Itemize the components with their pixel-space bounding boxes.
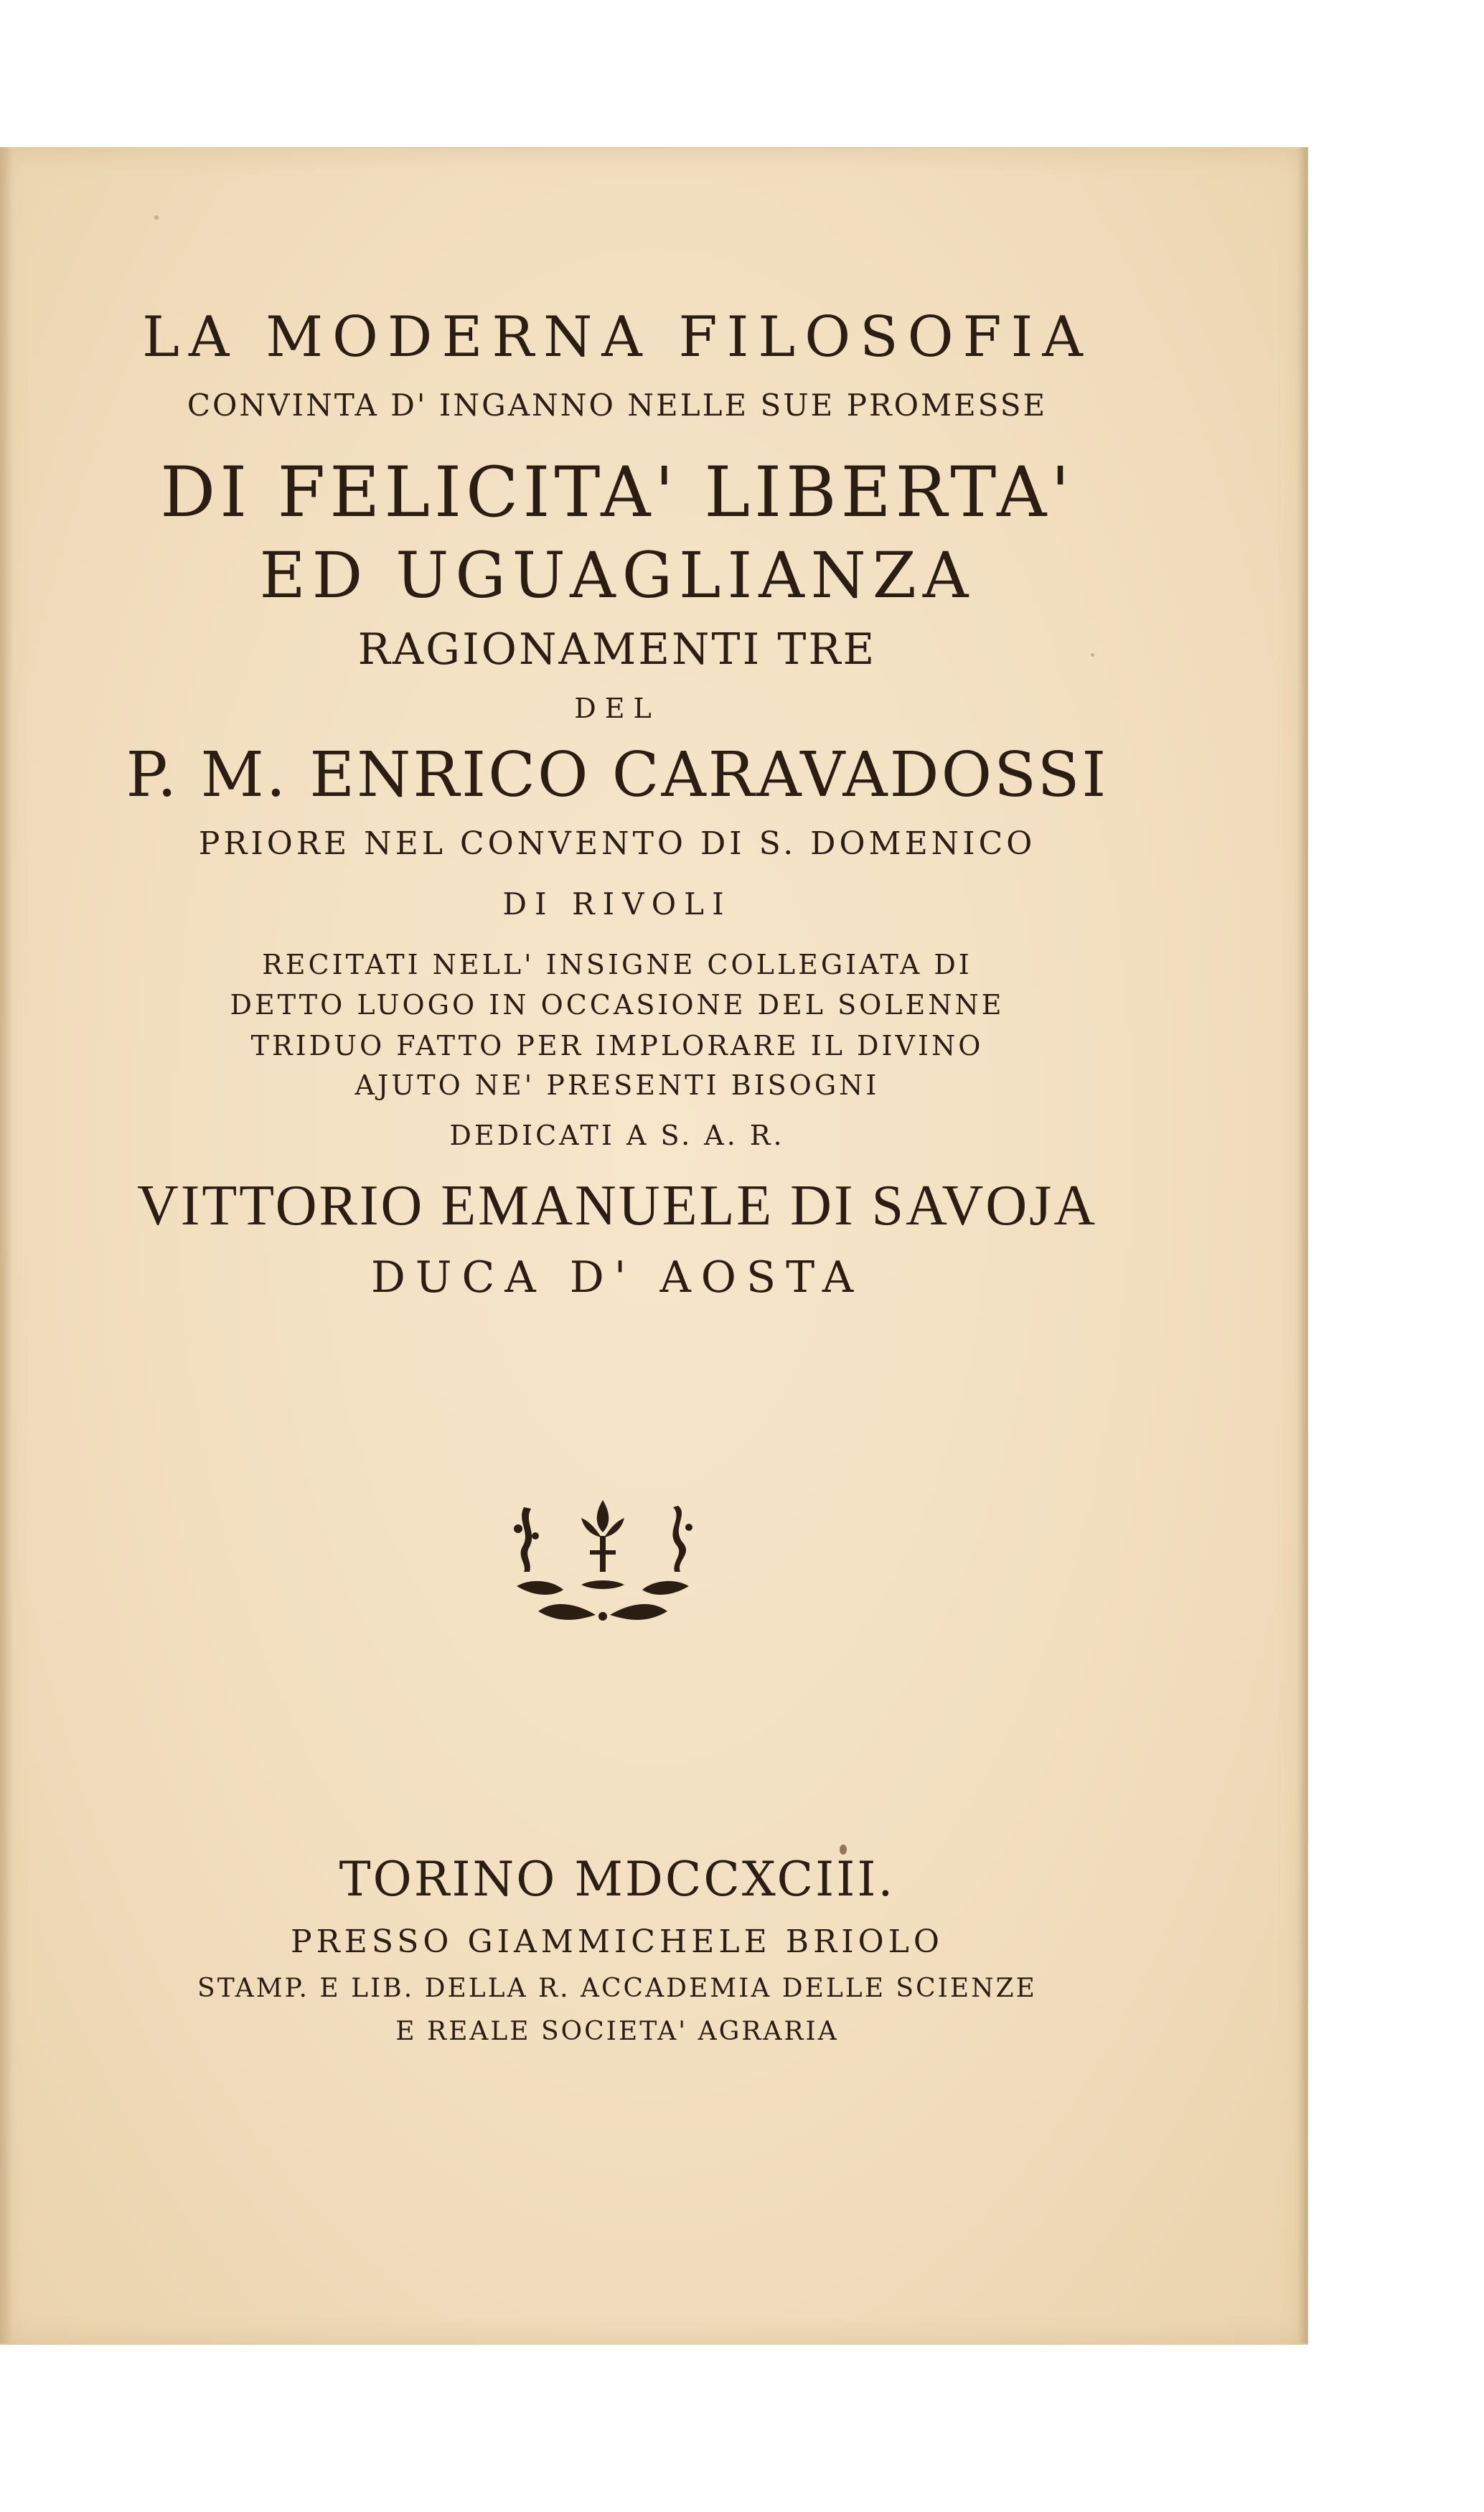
- foxing-spot: [154, 215, 159, 220]
- dedicatee-title: DUCA D' AOSTA: [370, 1252, 864, 1303]
- title-line-3: DI FELICITA' LIBERTA': [160, 452, 1074, 533]
- description-line-2: DETTO LUOGO IN OCCASIONE DEL SOLENNE: [230, 989, 1005, 1021]
- title-line-6: DEL: [574, 693, 660, 724]
- description-line-1: RECITATI NELL' INSIGNE COLLEGIATA DI: [262, 949, 972, 980]
- title-line-5: RAGIONAMENTI TRE: [357, 624, 877, 675]
- title-line-2: CONVINTA D' INGANNO NELLE SUE PROMESSE: [187, 388, 1048, 423]
- description-line-4: AJUTO NE' PRESENTI BISOGNI: [354, 1069, 880, 1101]
- title-line-1: LA MODERNA FILOSOFIA: [142, 305, 1092, 370]
- imprint-place-date: TORINO MDCCXCIII.: [339, 1852, 896, 1907]
- dedication-line: DEDICATI A S. A. R.: [449, 1120, 785, 1151]
- imprint-printer-title-2: E REALE SOCIETA' AGRARIA: [395, 2017, 839, 2046]
- dedicatee-name: VITTORIO EMANUELE DI SAVOJA: [137, 1174, 1097, 1237]
- author-name: P. M. ENRICO CARAVADOSSI: [126, 739, 1109, 811]
- title-line-4: ED UGUAGLIANZA: [259, 538, 975, 612]
- author-place: DI RIVOLI: [502, 886, 732, 922]
- description-line-3: TRIDUO FATTO PER IMPLORARE IL DIVINO: [250, 1030, 984, 1061]
- author-role: PRIORE NEL CONVENTO DI S. DOMENICO: [198, 825, 1036, 862]
- imprint-printer: PRESSO GIAMMICHELE BRIOLO: [291, 1923, 944, 1960]
- page-spine-shadow: [0, 147, 13, 2343]
- page-edge: [1297, 147, 1307, 2343]
- fleuron-ornament-icon: [495, 1493, 710, 1636]
- imprint-printer-title-1: STAMP. E LIB. DELLA R. ACCADEMIA DELLE SCIENZE: [197, 1974, 1037, 2003]
